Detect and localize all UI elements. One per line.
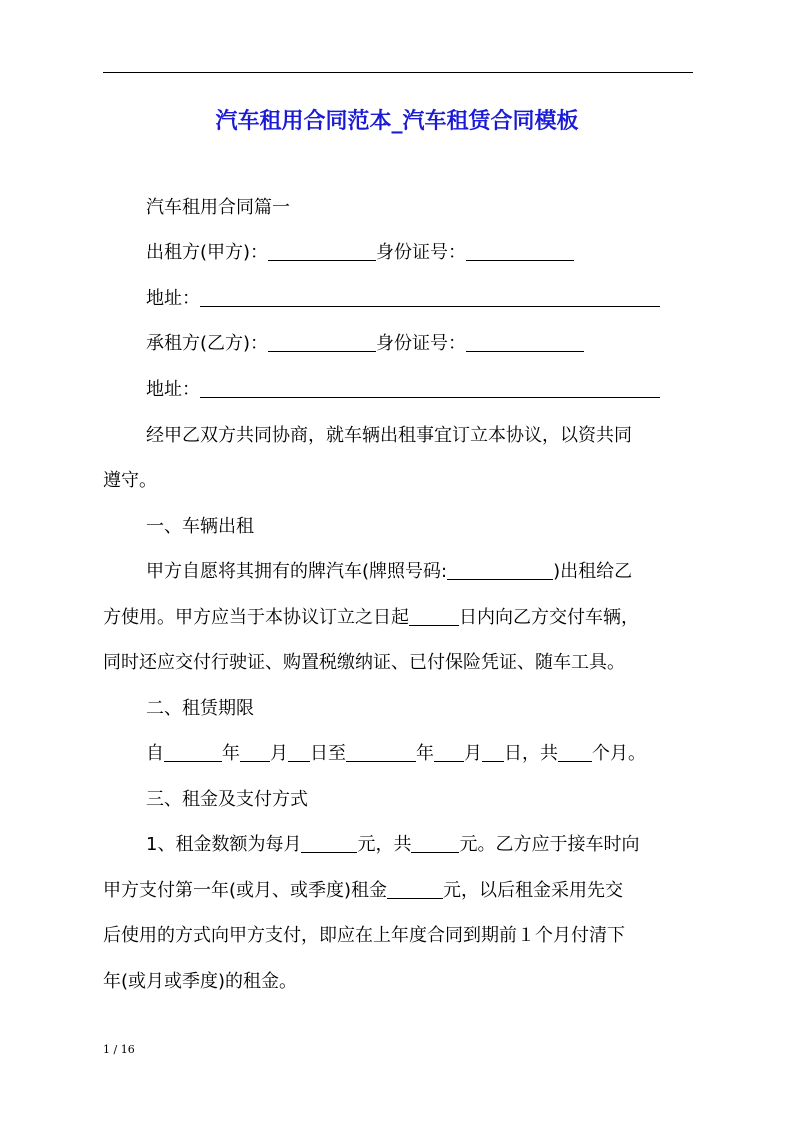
lessor-address-line — [146, 284, 660, 314]
section-1-text-b: )出租给乙 — [553, 561, 633, 582]
lessee-id-label: 身份证号： — [376, 333, 467, 354]
intro-paragraph-line-1: 经甲乙双方共同协商，就车辆出租事宜订立本协议，以资共同 — [146, 425, 632, 446]
end-year-blank — [346, 741, 416, 762]
section-heading-1: 一、车辆出租 — [146, 516, 254, 537]
document-title: 汽车租用合同范本_汽车租赁合同模板 — [215, 109, 579, 134]
period-from: 自 — [146, 743, 164, 764]
period-year-2: 年 — [416, 743, 434, 764]
section-1-line-3: 同时还应交付行驶证、购置税缴纳证、已付保险凭证、随车工具。 — [103, 652, 625, 673]
start-month-blank — [240, 741, 270, 762]
rent-text-b: 元，共 — [357, 834, 412, 855]
section-heading-2: 二、租赁期限 — [146, 698, 254, 719]
first-rent-blank — [387, 878, 443, 899]
lessee-name-blank — [268, 331, 376, 352]
total-rent-blank — [411, 832, 459, 853]
end-month-blank — [434, 741, 464, 762]
period-year-1: 年 — [222, 743, 240, 764]
contract-subtitle: 汽车租用合同篇一 — [146, 197, 290, 218]
rent-text-c: 元。乙方应于接车时向 — [459, 834, 640, 855]
lessor-address-blank — [200, 286, 660, 307]
lessor-id-label: 身份证号： — [376, 242, 467, 263]
period-total: 日，共 — [504, 743, 558, 764]
start-day-blank — [288, 741, 310, 762]
period-months: 个月。 — [592, 743, 646, 764]
lessee-address-label: 地址： — [146, 379, 200, 400]
period-month-1: 月 — [270, 743, 288, 764]
rent-text-e: 元，以后租金采用先交 — [443, 880, 624, 901]
lessee-label: 承租方(乙方)： — [146, 333, 269, 354]
intro-paragraph-line-2: 遵守。 — [103, 470, 157, 491]
monthly-rent-blank — [301, 832, 357, 853]
lessee-address-line — [146, 375, 660, 405]
lessor-line — [146, 238, 574, 268]
total-months-blank — [558, 741, 592, 762]
delivery-days-blank — [409, 605, 459, 626]
lessee-address-blank — [200, 377, 660, 398]
section-3-line-2 — [103, 876, 623, 906]
period-day-to: 日至 — [310, 743, 346, 764]
lessor-label: 出租方(甲方)： — [146, 242, 269, 263]
section-3-line-3: 后使用的方式向甲方支付，即应在上年度合同到期前１个月付清下 — [103, 925, 625, 946]
lessor-name-blank — [268, 240, 376, 261]
plate-number-blank — [447, 559, 553, 580]
section-heading-3: 三、租金及支付方式 — [146, 789, 308, 810]
lessor-address-label: 地址： — [146, 288, 200, 309]
section-1-text-a: 甲方自愿将其拥有的牌汽车(牌照号码: — [146, 561, 448, 582]
rent-text-a: 1、租金数额为每月 — [146, 834, 302, 855]
section-1-line-1 — [146, 557, 632, 587]
section-1-text-d: 日内向乙方交付车辆， — [459, 607, 639, 628]
lessee-id-blank — [466, 331, 584, 352]
lease-period-line — [146, 739, 646, 769]
page-number: 1 / 16 — [103, 1043, 135, 1056]
section-3-line-4: 年(或月或季度)的租金。 — [103, 971, 298, 992]
section-3-line-1 — [146, 830, 639, 860]
lessor-id-blank — [466, 240, 574, 261]
period-month-2: 月 — [464, 743, 482, 764]
section-1-text-c: 方使用。甲方应当于本协议订立之日起 — [103, 607, 409, 628]
lessee-line — [146, 329, 584, 359]
start-year-blank — [164, 741, 222, 762]
rent-text-d: 甲方支付第一年(或月、或季度)租金 — [103, 880, 388, 901]
header-rule — [103, 72, 693, 73]
section-1-line-2 — [103, 603, 639, 633]
end-day-blank — [482, 741, 504, 762]
